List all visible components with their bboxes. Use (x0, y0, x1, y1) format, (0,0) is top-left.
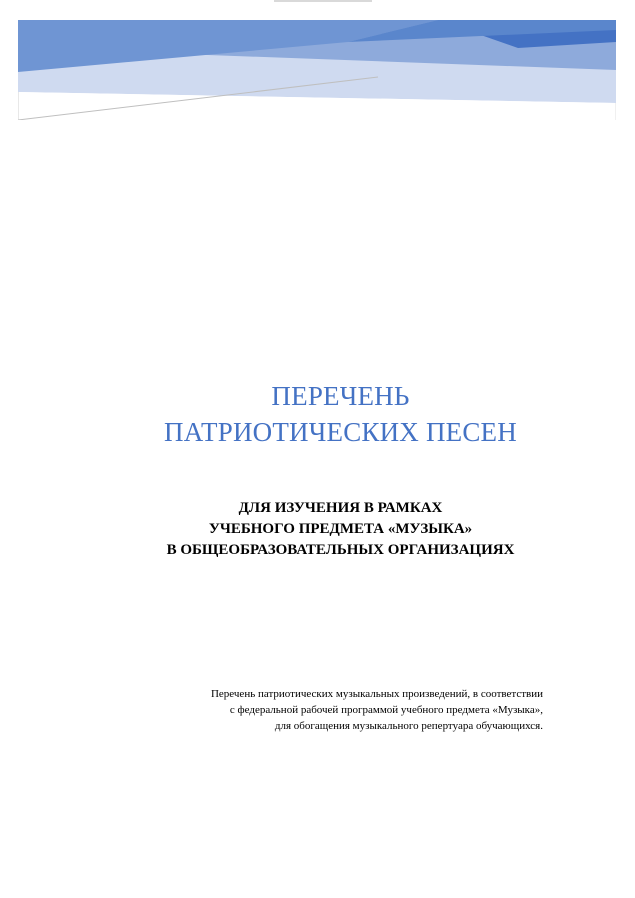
header-banner-graphic (18, 20, 616, 120)
description-note-line-3: для обогащения музыкального репертуара обучающихся. (274, 720, 543, 732)
document-subtitle-line-1: ДЛЯ ИЗУЧЕНИЯ В РАМКАХ (238, 500, 443, 516)
document-subtitle-line-2: УЧЕБНОГО ПРЕДМЕТА «МУЗЫКА» (208, 521, 473, 537)
document-subtitle-line-3: В ОБЩЕОБРАЗОВАТЕЛЬНЫХ ОРГАНИЗАЦИЯХ (166, 542, 515, 558)
document-title-line-2: ПАТРИОТИЧЕСКИХ ПЕСЕН (164, 417, 517, 447)
top-scroll-indicator (274, 0, 372, 2)
description-note-line-1: Перечень патриотических музыкальных произведений, в соответствии (210, 688, 543, 700)
header-banner (18, 20, 616, 120)
document-title-line-1: ПЕРЕЧЕНЬ (271, 381, 410, 411)
description-note-line-2: с федеральной рабочей программой учебного предмета «Музыка», (229, 704, 543, 716)
